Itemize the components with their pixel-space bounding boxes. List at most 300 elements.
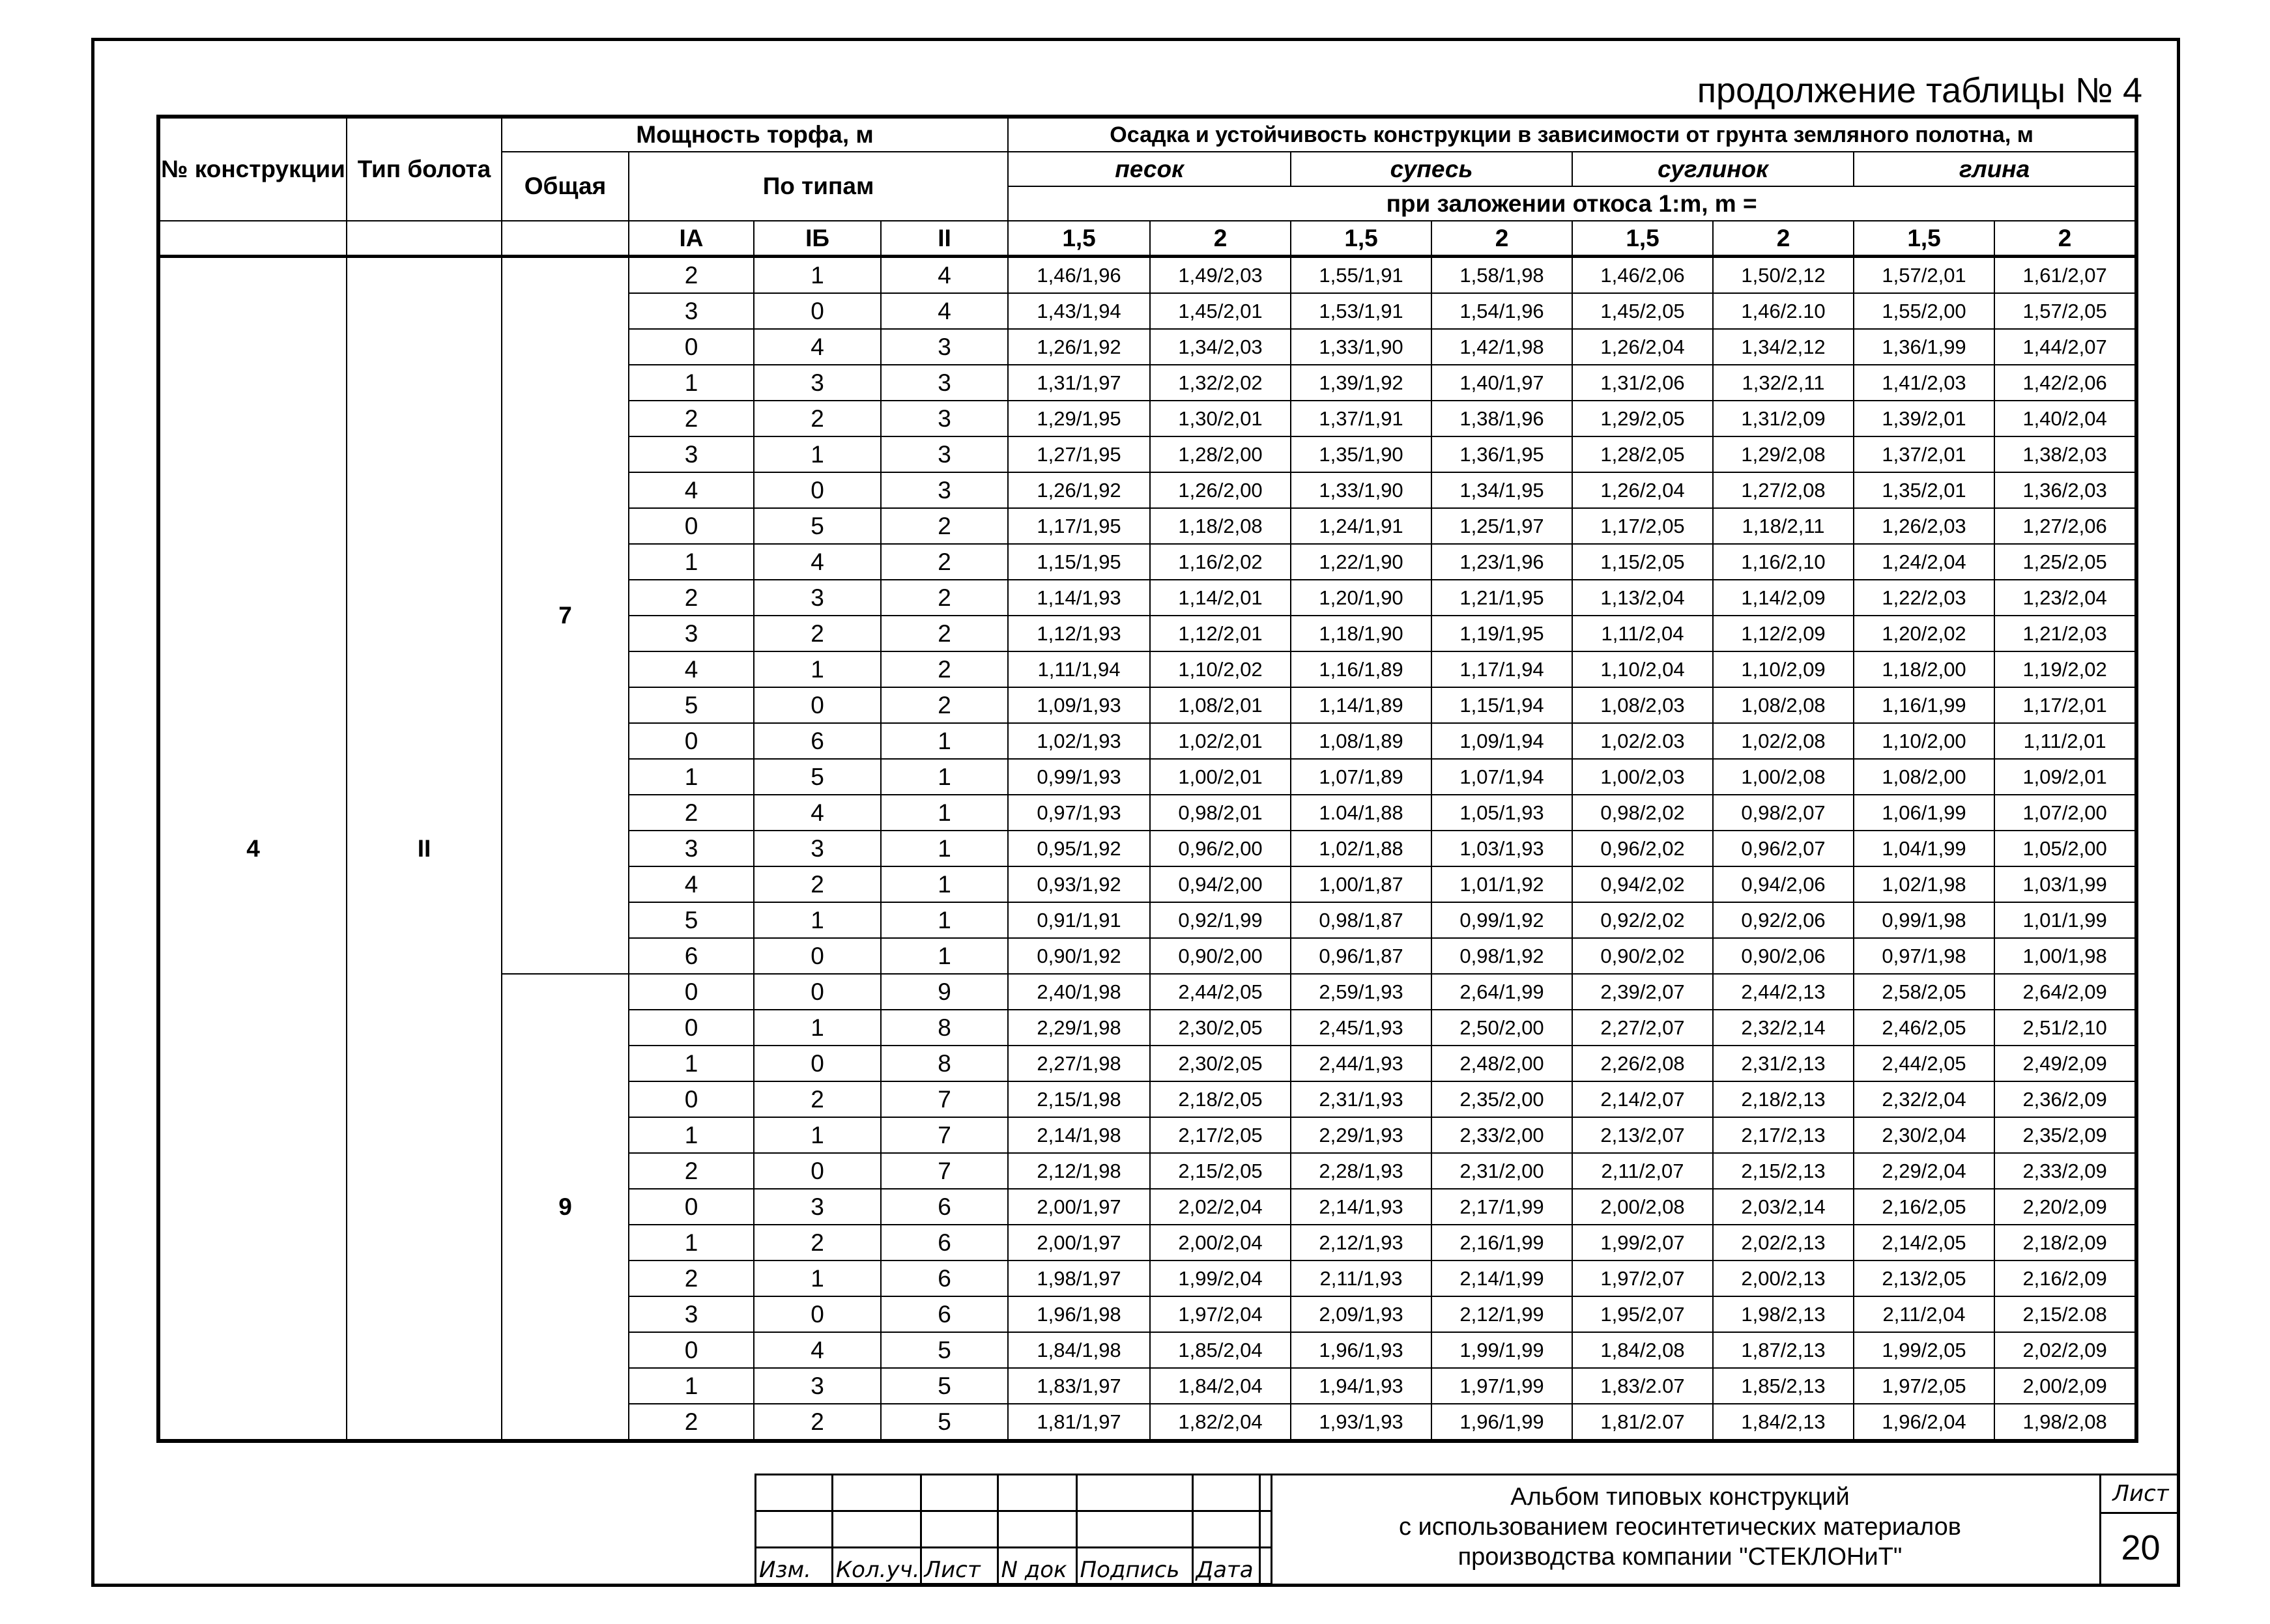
settlement-cell: 2,15/2.08 (1994, 1296, 2135, 1332)
settlement-cell: 1,13/2,04 (1572, 580, 1713, 616)
peat-type-cell: 6 (881, 1225, 1008, 1261)
construction-number: 4 (160, 257, 347, 1440)
settlement-cell: 2,14/1,93 (1291, 1189, 1431, 1225)
settlement-cell: 2,13/2,05 (1854, 1261, 1994, 1296)
settlement-cell: 1,18/1,90 (1291, 616, 1431, 651)
peat-type-cell: 1 (881, 902, 1008, 938)
settlement-cell: 1,20/1,90 (1291, 580, 1431, 616)
peat-type-cell: 1 (629, 1225, 754, 1261)
settlement-cell: 0,92/2,06 (1713, 902, 1854, 938)
m-header: 2 (1431, 221, 1572, 257)
peat-type-cell: 1 (754, 1117, 881, 1153)
peat-type-cell: 0 (754, 938, 881, 974)
settlement-cell: 2,00/2,04 (1150, 1225, 1291, 1261)
peat-type-cell: 2 (881, 687, 1008, 723)
settlement-cell: 1,12/2,01 (1150, 616, 1291, 651)
settlement-cell: 1,03/1,93 (1431, 831, 1572, 866)
settlement-cell: 1,84/2,13 (1713, 1404, 1854, 1440)
peat-type-cell: 3 (881, 472, 1008, 508)
settlement-cell: 1,27/2,08 (1713, 472, 1854, 508)
table-row (160, 257, 2135, 294)
settlement-cell: 2,00/2,08 (1572, 1189, 1713, 1225)
peat-type-cell: 0 (754, 1296, 881, 1332)
settlement-cell: 1,98/2,08 (1994, 1404, 2135, 1440)
settlement-cell: 1,87/2,13 (1713, 1332, 1854, 1368)
settlement-cell: 1,09/2,01 (1994, 759, 2135, 795)
settlement-cell: 1,14/2,09 (1713, 580, 1854, 616)
settlement-cell: 1,20/2,02 (1854, 616, 1994, 651)
peat-type-cell: 1 (629, 759, 754, 795)
soil-header-sandy-loam: супесь (1291, 152, 1572, 186)
settlement-cell: 1,96/2,04 (1854, 1404, 1994, 1440)
settlement-cell: 2,13/2,07 (1572, 1117, 1713, 1153)
settlement-cell: 1,14/2,01 (1150, 580, 1291, 616)
settlement-cell: 2,44/2,05 (1150, 974, 1291, 1010)
settlement-cell: 0,98/2,02 (1572, 795, 1713, 831)
peat-type-cell: 0 (629, 1332, 754, 1368)
settlement-cell: 1,55/1,91 (1291, 257, 1431, 294)
peat-type-cell: 6 (881, 1261, 1008, 1296)
settlement-cell: 1,85/2,04 (1150, 1332, 1291, 1368)
peat-type-cell: 1 (629, 1117, 754, 1153)
peat-type-cell: 2 (881, 580, 1008, 616)
settlement-cell: 1,36/1,95 (1431, 436, 1572, 472)
settlement-cell: 1,36/2,03 (1994, 472, 2135, 508)
peat-type-cell: 5 (629, 687, 754, 723)
settlement-cell: 1,82/2,04 (1150, 1404, 1291, 1440)
peat-type-cell: 7 (881, 1081, 1008, 1117)
settlement-cell: 0,97/1,98 (1854, 938, 1994, 974)
settlement-cell: 2,15/2,13 (1713, 1153, 1854, 1189)
peat-type-cell: 0 (754, 974, 881, 1010)
settlement-cell: 1,50/2,12 (1713, 257, 1854, 294)
peat-type-cell: 1 (629, 1046, 754, 1081)
settlement-cell: 1,00/2,03 (1572, 759, 1713, 795)
settlement-cell: 2,44/2,05 (1854, 1046, 1994, 1081)
peat-type-cell: 5 (754, 508, 881, 544)
bog-type: II (347, 257, 502, 1440)
settlement-cell: 2,18/2,05 (1150, 1081, 1291, 1117)
settlement-cell: 2,33/2,00 (1431, 1117, 1572, 1153)
settlement-cell: 1,10/2,02 (1150, 651, 1291, 687)
settlement-cell: 1,11/2,04 (1572, 616, 1713, 651)
type-header-ii: II (881, 221, 1008, 257)
peat-type-cell: 6 (881, 1189, 1008, 1225)
peat-type-cell: 3 (629, 616, 754, 651)
settlement-cell: 1,08/2,00 (1854, 759, 1994, 795)
settlement-cell: 0,94/2,00 (1150, 866, 1291, 902)
settlement-cell: 1,57/2,05 (1994, 293, 2135, 329)
peat-type-cell: 0 (754, 687, 881, 723)
peat-type-cell: 1 (881, 795, 1008, 831)
peat-type-cell: 5 (881, 1332, 1008, 1368)
m-header: 1,5 (1008, 221, 1150, 257)
settlement-cell: 0,99/1,93 (1008, 759, 1150, 795)
settlement-cell: 1,11/2,01 (1994, 723, 2135, 759)
peat-type-cell: 3 (629, 436, 754, 472)
settlement-cell: 1,38/1,96 (1431, 401, 1572, 436)
settlement-cell: 1,37/1,91 (1291, 401, 1431, 436)
settlement-cell: 1,08/2,01 (1150, 687, 1291, 723)
settlement-cell: 2,09/1,93 (1291, 1296, 1431, 1332)
settlement-cell: 1,84/1,98 (1008, 1332, 1150, 1368)
settlement-cell: 1,17/1,94 (1431, 651, 1572, 687)
settlement-cell: 1,12/2,09 (1713, 616, 1854, 651)
peat-type-cell: 2 (629, 1404, 754, 1440)
peat-type-cell: 2 (754, 1081, 881, 1117)
settlement-cell: 0,98/1,87 (1291, 902, 1431, 938)
stamp-label-count: Кол.уч. (833, 1548, 921, 1584)
stamp-label-sheet: Лист (921, 1548, 998, 1584)
settlement-cell: 1,35/1,90 (1291, 436, 1431, 472)
settlement-cell: 1,29/1,95 (1008, 401, 1150, 436)
peat-type-cell: 1 (629, 1368, 754, 1404)
settlement-cell: 2,02/2,13 (1713, 1225, 1854, 1261)
settlement-cell: 1,32/2,02 (1150, 365, 1291, 401)
settlement-cell: 1,33/1,90 (1291, 472, 1431, 508)
peat-type-cell: 4 (629, 472, 754, 508)
settlement-cell: 0,98/1,92 (1431, 938, 1572, 974)
settlement-cell: 1,55/2,00 (1854, 293, 1994, 329)
settlement-cell: 1,42/2,06 (1994, 365, 2135, 401)
settlement-cell: 1,46/2,06 (1572, 257, 1713, 294)
settlement-cell: 1,08/2,08 (1713, 687, 1854, 723)
col-header-empty (347, 221, 502, 257)
settlement-cell: 1,97/2,05 (1854, 1368, 1994, 1404)
settlement-cell: 2,16/2,05 (1854, 1189, 1994, 1225)
settlement-cell: 2,18/2,13 (1713, 1081, 1854, 1117)
peat-type-cell: 8 (881, 1046, 1008, 1081)
settlement-cell: 1,98/2,13 (1713, 1296, 1854, 1332)
settlement-cell: 1,35/2,01 (1854, 472, 1994, 508)
settlement-cell: 2,12/1,93 (1291, 1225, 1431, 1261)
settlement-cell: 1,26/2,03 (1854, 508, 1994, 544)
settlement-cell: 1,02/2.03 (1572, 723, 1713, 759)
settlement-cell: 2,00/2,13 (1713, 1261, 1854, 1296)
total-peat-thickness: 9 (502, 974, 629, 1440)
peat-type-cell: 0 (629, 974, 754, 1010)
settlement-cell: 1,25/2,05 (1994, 544, 2135, 580)
settlement-cell: 1,45/2,05 (1572, 293, 1713, 329)
settlement-cell: 1,81/1,97 (1008, 1404, 1150, 1440)
peat-type-cell: 0 (629, 1081, 754, 1117)
settlement-cell: 1,98/1,97 (1008, 1261, 1150, 1296)
settlement-cell: 1,43/1,94 (1008, 293, 1150, 329)
peat-type-cell: 5 (881, 1404, 1008, 1440)
title-line-1: Альбом типовых конструкций (1510, 1483, 1850, 1511)
settlement-cell: 1,16/2,10 (1713, 544, 1854, 580)
settlement-cell: 1,17/2,05 (1572, 508, 1713, 544)
settlement-cell: 1,49/2,03 (1150, 257, 1291, 294)
settlement-cell: 1,09/1,93 (1008, 687, 1150, 723)
settlement-cell: 1,46/2.10 (1713, 293, 1854, 329)
total-peat-thickness: 7 (502, 257, 629, 975)
settlement-cell: 1,27/1,95 (1008, 436, 1150, 472)
settlement-cell: 1,16/2,02 (1150, 544, 1291, 580)
settlement-cell: 2,44/2,13 (1713, 974, 1854, 1010)
settlement-cell: 1,12/1,93 (1008, 616, 1150, 651)
title-line-3: производства компании "СТЕКЛОНиТ" (1458, 1543, 1903, 1571)
peat-type-cell: 3 (629, 1296, 754, 1332)
settlement-cell: 0,95/1,92 (1008, 831, 1150, 866)
settlement-cell: 1,58/1,98 (1431, 257, 1572, 294)
settlement-cell: 2,11/2,04 (1854, 1296, 1994, 1332)
settlement-cell: 1,93/1,93 (1291, 1404, 1431, 1440)
col-header-total: Общая (502, 152, 629, 221)
settlement-cell: 1,96/1,98 (1008, 1296, 1150, 1332)
settlement-cell: 1,04/1,99 (1854, 831, 1994, 866)
peat-type-cell: 4 (754, 329, 881, 365)
col-header-empty (160, 221, 347, 257)
peat-type-cell: 3 (881, 436, 1008, 472)
settlement-cell: 1,00/1,98 (1994, 938, 2135, 974)
settlement-cell: 2,20/2,09 (1994, 1189, 2135, 1225)
settlement-cell: 1,07/1,89 (1291, 759, 1431, 795)
settlement-cell: 2,03/2,14 (1713, 1189, 1854, 1225)
settlement-cell: 1,57/2,01 (1854, 257, 1994, 294)
peat-type-cell: 5 (754, 759, 881, 795)
settlement-cell: 2,30/2,04 (1854, 1117, 1994, 1153)
settlement-cell: 1,44/2,07 (1994, 329, 2135, 365)
peat-type-cell: 3 (754, 1368, 881, 1404)
settlement-cell: 2,15/1,98 (1008, 1081, 1150, 1117)
settlement-cell: 2,29/1,93 (1291, 1117, 1431, 1153)
settlement-cell: 0,94/2,06 (1713, 866, 1854, 902)
settlement-cell: 0,94/2,02 (1572, 866, 1713, 902)
settlement-cell: 1,25/1,97 (1431, 508, 1572, 544)
settlement-cell: 1,23/2,04 (1994, 580, 2135, 616)
sheet-label: Лист (2101, 1475, 2180, 1514)
settlement-cell: 0,93/1,92 (1008, 866, 1150, 902)
settlement-cell: 1,19/1,95 (1431, 616, 1572, 651)
settlement-cell: 0,96/2,07 (1713, 831, 1854, 866)
settlement-cell: 1,34/1,95 (1431, 472, 1572, 508)
settlement-cell: 2,17/2,05 (1150, 1117, 1291, 1153)
type-header-ib: IБ (754, 221, 881, 257)
settlement-cell: 2,30/2,05 (1150, 1010, 1291, 1046)
settlement-cell: 0,98/2,01 (1150, 795, 1291, 831)
settlement-cell: 1,99/1,99 (1431, 1332, 1572, 1368)
settlement-cell: 1,53/1,91 (1291, 293, 1431, 329)
settlement-cell: 2,17/1,99 (1431, 1189, 1572, 1225)
peat-type-cell: 4 (754, 1332, 881, 1368)
settlement-cell: 1,46/1,96 (1008, 257, 1150, 294)
settlement-cell: 2,50/2,00 (1431, 1010, 1572, 1046)
peat-type-cell: 4 (881, 293, 1008, 329)
settlement-cell: 1,84/2,04 (1150, 1368, 1291, 1404)
settlement-cell: 2,14/2,07 (1572, 1081, 1713, 1117)
settlement-cell: 1,31/2,09 (1713, 401, 1854, 436)
settlement-cell: 2,51/2,10 (1994, 1010, 2135, 1046)
settlement-cell: 2,14/2,05 (1854, 1225, 1994, 1261)
settlement-cell: 1,97/2,04 (1150, 1296, 1291, 1332)
settlement-cell: 1.04/1,88 (1291, 795, 1431, 831)
settlement-cell: 2,16/2,09 (1994, 1261, 2135, 1296)
settlement-cell: 0,91/1,91 (1008, 902, 1150, 938)
settlement-cell: 1,14/1,93 (1008, 580, 1150, 616)
peat-type-cell: 2 (881, 616, 1008, 651)
settlement-cell: 1,03/1,99 (1994, 866, 2135, 902)
settlement-cell: 1,18/2,00 (1854, 651, 1994, 687)
col-header-construction: № конструкции (160, 118, 347, 221)
settlement-cell: 1,31/2,06 (1572, 365, 1713, 401)
peat-type-cell: 1 (881, 938, 1008, 974)
settlement-cell: 2,39/2,07 (1572, 974, 1713, 1010)
settlement-cell: 1,42/1,98 (1431, 329, 1572, 365)
peat-type-cell: 1 (881, 723, 1008, 759)
peat-type-cell: 6 (754, 723, 881, 759)
peat-type-cell: 4 (881, 257, 1008, 294)
settlement-cell: 2,16/1,99 (1431, 1225, 1572, 1261)
settlement-cell: 2,26/2,08 (1572, 1046, 1713, 1081)
settlement-cell: 1,02/1,88 (1291, 831, 1431, 866)
settlement-cell: 0,98/2,07 (1713, 795, 1854, 831)
settlement-cell: 1,28/2,05 (1572, 436, 1713, 472)
settlement-cell: 2,31/2,00 (1431, 1153, 1572, 1189)
peat-type-cell: 3 (881, 401, 1008, 436)
soil-header-loam: суглинок (1572, 152, 1854, 186)
settlement-cell: 2,59/1,93 (1291, 974, 1431, 1010)
peat-type-cell: 2 (629, 795, 754, 831)
settlement-cell: 1,41/2,03 (1854, 365, 1994, 401)
settlement-cell: 0,96/2,00 (1150, 831, 1291, 866)
settlement-cell: 2,46/2,05 (1854, 1010, 1994, 1046)
peat-type-cell: 6 (629, 938, 754, 974)
settlement-cell: 1,33/1,90 (1291, 329, 1431, 365)
settlement-cell: 1,81/2.07 (1572, 1404, 1713, 1440)
peat-type-cell: 3 (754, 831, 881, 866)
settlement-cell: 2,15/2,05 (1150, 1153, 1291, 1189)
peat-type-cell: 2 (629, 1153, 754, 1189)
peat-type-cell: 2 (754, 1225, 881, 1261)
sheet-cell (2099, 1474, 2180, 1584)
settlement-cell: 2,11/1,93 (1291, 1261, 1431, 1296)
settlement-cell: 1,11/1,94 (1008, 651, 1150, 687)
settlement-cell: 1,09/1,94 (1431, 723, 1572, 759)
settlement-cell: 2,14/1,98 (1008, 1117, 1150, 1153)
settlement-cell: 1,31/1,97 (1008, 365, 1150, 401)
settlement-cell: 0,90/1,92 (1008, 938, 1150, 974)
settlement-cell: 1,18/2,08 (1150, 508, 1291, 544)
settlement-cell: 1,96/1,93 (1291, 1332, 1431, 1368)
m-header: 2 (1713, 221, 1854, 257)
settlement-cell: 2,35/2,00 (1431, 1081, 1572, 1117)
peat-type-cell: 1 (881, 866, 1008, 902)
settlement-cell: 1,15/2,05 (1572, 544, 1713, 580)
settlement-cell: 1,02/1,98 (1854, 866, 1994, 902)
settlement-cell: 1,08/2,03 (1572, 687, 1713, 723)
peat-type-cell: 3 (881, 365, 1008, 401)
title-line-2: с использованием геосинтетических материалов (1399, 1513, 1961, 1541)
settlement-cell: 2,17/2,13 (1713, 1117, 1854, 1153)
settlement-cell: 1,02/2,01 (1150, 723, 1291, 759)
settlement-cell: 1,16/1,89 (1291, 651, 1431, 687)
settlement-cell: 2,35/2,09 (1994, 1117, 2135, 1153)
settlement-cell: 2,00/1,97 (1008, 1189, 1150, 1225)
peat-type-cell: 1 (629, 544, 754, 580)
peat-type-cell: 2 (881, 508, 1008, 544)
settlement-cell: 1,37/2,01 (1854, 436, 1994, 472)
settlement-cell: 1,83/1,97 (1008, 1368, 1150, 1404)
peat-type-cell: 6 (881, 1296, 1008, 1332)
settlement-cell: 1,26/2,00 (1150, 472, 1291, 508)
settlement-cell: 2,02/2,04 (1150, 1189, 1291, 1225)
settlement-cell: 1,19/2,02 (1994, 651, 2135, 687)
settlement-cell: 1,99/2,04 (1150, 1261, 1291, 1296)
peat-type-cell: 2 (754, 866, 881, 902)
settlement-cell: 1,38/2,03 (1994, 436, 2135, 472)
revision-stamp (754, 1474, 1272, 1585)
settlement-cell: 0,90/2,00 (1150, 938, 1291, 974)
peat-type-cell: 0 (754, 472, 881, 508)
col-header-by-types: По типам (629, 152, 1008, 221)
stamp-label-date: Дата (1192, 1548, 1271, 1584)
m-header: 2 (1994, 221, 2135, 257)
sheet-number: 20 (2121, 1528, 2161, 1567)
settlement-cell: 1,39/1,92 (1291, 365, 1431, 401)
col-header-empty (502, 221, 629, 257)
stamp-label-signature: Подпись (1076, 1548, 1192, 1584)
settlement-cell: 1,29/2,05 (1572, 401, 1713, 436)
settlement-cell: 1,10/2,09 (1713, 651, 1854, 687)
peat-type-cell: 0 (629, 1189, 754, 1225)
settlement-cell: 2,02/2,09 (1994, 1332, 2135, 1368)
settlement-cell: 1,10/2,04 (1572, 651, 1713, 687)
settlement-cell: 2,31/2,13 (1713, 1046, 1854, 1081)
data-table (159, 117, 2136, 1440)
settlement-cell: 2,45/1,93 (1291, 1010, 1431, 1046)
peat-type-cell: 8 (881, 1010, 1008, 1046)
peat-type-cell: 3 (754, 1189, 881, 1225)
peat-type-cell: 1 (881, 759, 1008, 795)
settlement-cell: 1,30/2,01 (1150, 401, 1291, 436)
settlement-cell: 2,27/2,07 (1572, 1010, 1713, 1046)
settlement-cell: 2,11/2,07 (1572, 1153, 1713, 1189)
soil-header-sand: песок (1008, 152, 1291, 186)
settlement-cell: 1,34/2,12 (1713, 329, 1854, 365)
peat-type-cell: 2 (629, 580, 754, 616)
settlement-cell: 1,26/1,92 (1008, 472, 1150, 508)
settlement-cell: 1,99/2,05 (1854, 1332, 1994, 1368)
settlement-cell: 1,97/2,07 (1572, 1261, 1713, 1296)
settlement-cell: 1,84/2,08 (1572, 1332, 1713, 1368)
settlement-cell: 2,32/2,14 (1713, 1010, 1854, 1046)
settlement-cell: 1,08/1,89 (1291, 723, 1431, 759)
peat-type-cell: 7 (881, 1153, 1008, 1189)
settlement-cell: 1,21/1,95 (1431, 580, 1572, 616)
settlement-cell: 1,26/2,04 (1572, 329, 1713, 365)
peat-type-cell: 2 (881, 544, 1008, 580)
peat-type-cell: 3 (629, 293, 754, 329)
settlement-cell: 0,96/2,02 (1572, 831, 1713, 866)
settlement-cell: 1,85/2,13 (1713, 1368, 1854, 1404)
m-header: 1,5 (1572, 221, 1713, 257)
settlement-cell: 2,29/2,04 (1854, 1153, 1994, 1189)
peat-type-cell: 1 (754, 436, 881, 472)
settlement-cell: 2,49/2,09 (1994, 1046, 2135, 1081)
settlement-cell: 2,30/2,05 (1150, 1046, 1291, 1081)
peat-type-cell: 0 (754, 1153, 881, 1189)
peat-type-cell: 1 (754, 902, 881, 938)
settlement-cell: 1,54/1,96 (1431, 293, 1572, 329)
peat-type-cell: 9 (881, 974, 1008, 1010)
settlement-cell: 1,26/1,92 (1008, 329, 1150, 365)
settlement-cell: 2,40/1,98 (1008, 974, 1150, 1010)
settlement-cell: 1,32/2,11 (1713, 365, 1854, 401)
peat-type-cell: 5 (629, 902, 754, 938)
settlement-cell: 1,17/1,95 (1008, 508, 1150, 544)
peat-type-cell: 3 (754, 580, 881, 616)
